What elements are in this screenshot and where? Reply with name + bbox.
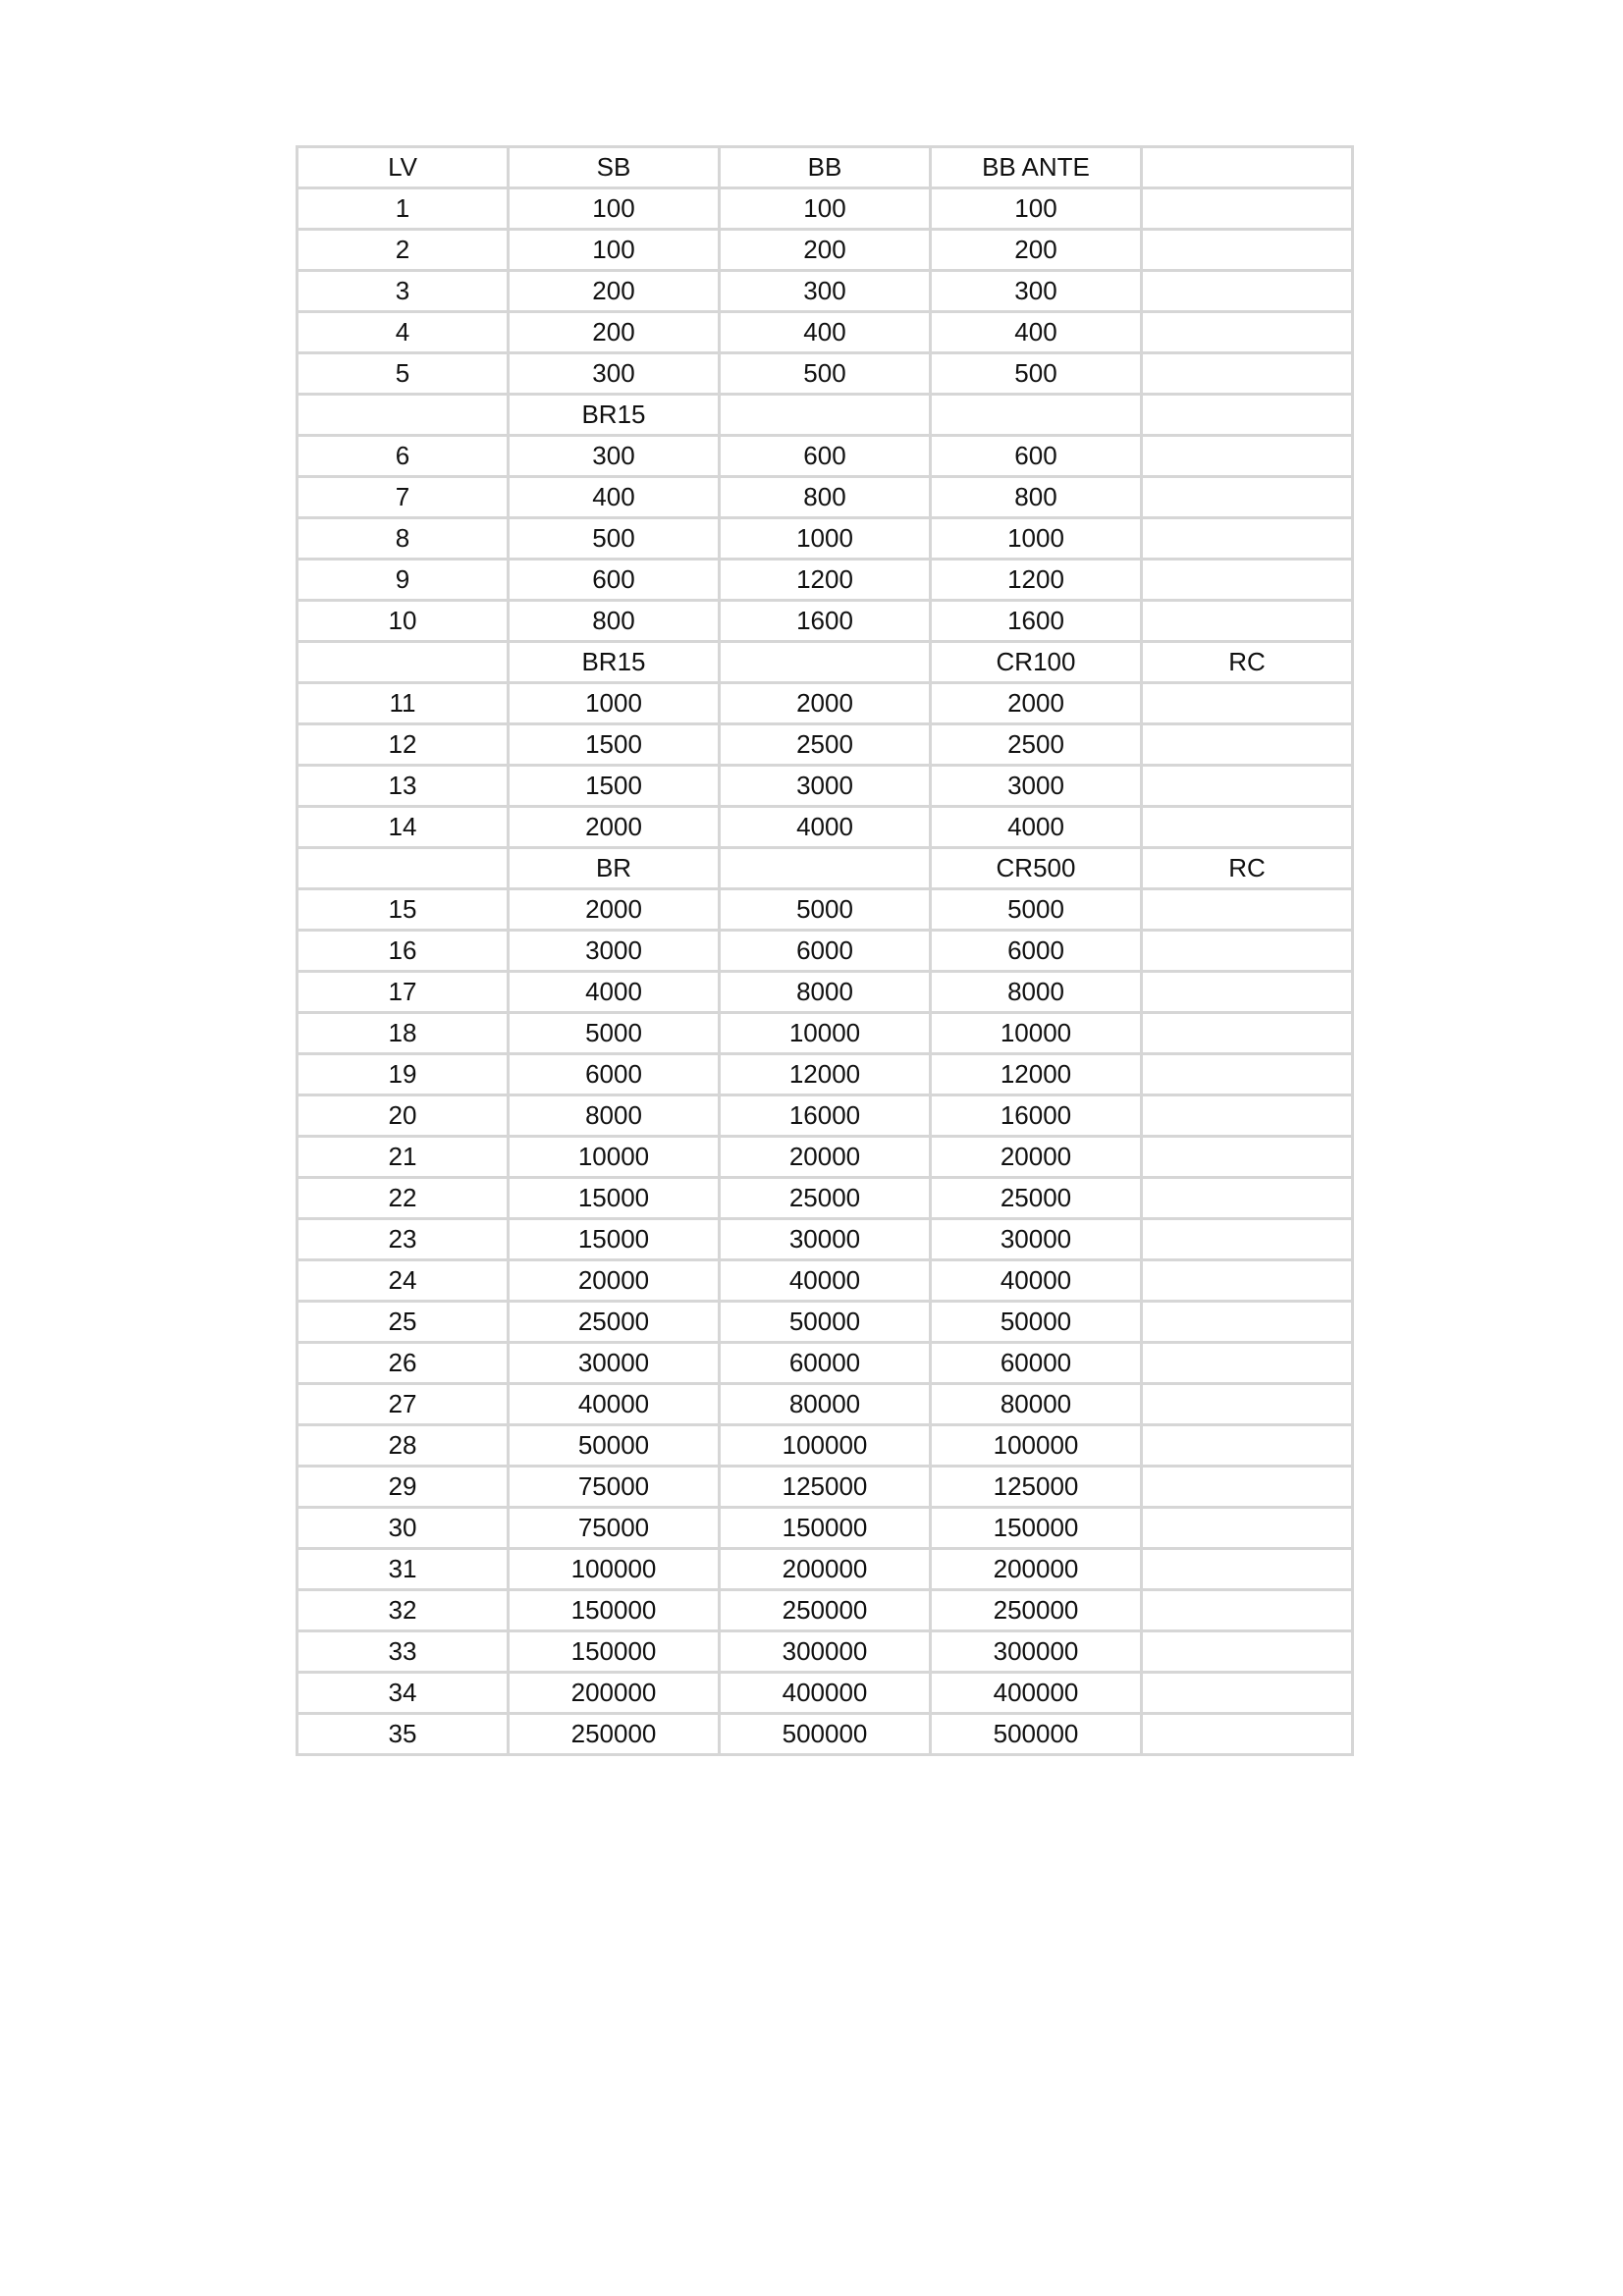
big-blind-ante-cell: 300000 — [931, 1631, 1142, 1673]
table-body — [298, 147, 1353, 1755]
small-blind-cell: 8000 — [509, 1095, 720, 1137]
big-blind-cell — [720, 395, 931, 436]
small-blind-cell: 75000 — [509, 1467, 720, 1508]
big-blind-cell: 60000 — [720, 1343, 931, 1384]
big-blind-cell: 8000 — [720, 972, 931, 1013]
notes-cell — [1142, 1714, 1353, 1755]
notes-cell — [1142, 395, 1353, 436]
level-cell: 11 — [298, 683, 509, 724]
big-blind-cell: 20000 — [720, 1137, 931, 1178]
small-blind-cell: 150000 — [509, 1590, 720, 1631]
big-blind-cell: 400 — [720, 312, 931, 353]
big-blind-ante-cell: 30000 — [931, 1219, 1142, 1260]
big-blind-ante-cell: 80000 — [931, 1384, 1142, 1425]
big-blind-ante-cell: 200 — [931, 230, 1142, 271]
big-blind-cell: 40000 — [720, 1260, 931, 1302]
table-row — [298, 1054, 1353, 1095]
big-blind-cell: 400000 — [720, 1673, 931, 1714]
level-cell: 6 — [298, 436, 509, 477]
big-blind-ante-cell: 2000 — [931, 683, 1142, 724]
big-blind-cell: 300000 — [720, 1631, 931, 1673]
notes-cell — [1142, 1137, 1353, 1178]
big-blind-ante-cell: 500 — [931, 353, 1142, 395]
table-row — [298, 271, 1353, 312]
big-blind-ante-cell: 5000 — [931, 889, 1142, 931]
table-row — [298, 1467, 1353, 1508]
notes-cell — [1142, 1095, 1353, 1137]
notes-cell — [1142, 560, 1353, 601]
big-blind-cell: 1200 — [720, 560, 931, 601]
level-cell — [298, 395, 509, 436]
table-row — [298, 1137, 1353, 1178]
level-cell: 3 — [298, 271, 509, 312]
table-row — [298, 1095, 1353, 1137]
big-blind-cell: 10000 — [720, 1013, 931, 1054]
big-blind-ante-cell: 25000 — [931, 1178, 1142, 1219]
table-row — [298, 230, 1353, 271]
notes-cell — [1142, 601, 1353, 642]
big-blind-ante-cell: 1000 — [931, 518, 1142, 560]
table-row — [298, 1178, 1353, 1219]
big-blind-ante-cell: 16000 — [931, 1095, 1142, 1137]
big-blind-cell: 1600 — [720, 601, 931, 642]
table-row — [298, 1508, 1353, 1549]
small-blind-cell: BR — [509, 848, 720, 889]
level-cell: 34 — [298, 1673, 509, 1714]
big-blind-cell: 1000 — [720, 518, 931, 560]
table-row — [298, 642, 1353, 683]
big-blind-cell: 600 — [720, 436, 931, 477]
column-header: SB — [509, 147, 720, 188]
big-blind-cell: 5000 — [720, 889, 931, 931]
big-blind-cell: 250000 — [720, 1590, 931, 1631]
notes-cell: RC — [1142, 642, 1353, 683]
level-cell: 14 — [298, 807, 509, 848]
big-blind-cell: 30000 — [720, 1219, 931, 1260]
table-row — [298, 889, 1353, 931]
notes-cell — [1142, 1590, 1353, 1631]
big-blind-ante-cell: 300 — [931, 271, 1142, 312]
notes-cell — [1142, 683, 1353, 724]
small-blind-cell: 4000 — [509, 972, 720, 1013]
small-blind-cell: 100000 — [509, 1549, 720, 1590]
table-row — [298, 518, 1353, 560]
level-cell: 21 — [298, 1137, 509, 1178]
notes-cell — [1142, 724, 1353, 766]
notes-cell — [1142, 1343, 1353, 1384]
big-blind-ante-cell — [931, 395, 1142, 436]
notes-cell — [1142, 972, 1353, 1013]
small-blind-cell: 500 — [509, 518, 720, 560]
small-blind-cell: 15000 — [509, 1178, 720, 1219]
level-cell: 23 — [298, 1219, 509, 1260]
small-blind-cell: 15000 — [509, 1219, 720, 1260]
table-row — [298, 1590, 1353, 1631]
big-blind-cell: 6000 — [720, 931, 931, 972]
big-blind-ante-cell: 4000 — [931, 807, 1142, 848]
small-blind-cell: 800 — [509, 601, 720, 642]
big-blind-cell: 150000 — [720, 1508, 931, 1549]
table-row — [298, 1260, 1353, 1302]
big-blind-cell: 25000 — [720, 1178, 931, 1219]
small-blind-cell: 2000 — [509, 889, 720, 931]
big-blind-ante-cell: 100000 — [931, 1425, 1142, 1467]
notes-cell — [1142, 1054, 1353, 1095]
big-blind-ante-cell: 1200 — [931, 560, 1142, 601]
big-blind-ante-cell: 500000 — [931, 1714, 1142, 1755]
notes-cell — [1142, 1549, 1353, 1590]
big-blind-ante-cell: 2500 — [931, 724, 1142, 766]
table-row — [298, 1425, 1353, 1467]
big-blind-cell — [720, 848, 931, 889]
big-blind-ante-cell: 250000 — [931, 1590, 1142, 1631]
small-blind-cell: 2000 — [509, 807, 720, 848]
notes-cell — [1142, 807, 1353, 848]
level-cell: 26 — [298, 1343, 509, 1384]
big-blind-ante-cell: 400000 — [931, 1673, 1142, 1714]
table-row — [298, 683, 1353, 724]
big-blind-ante-cell: 1600 — [931, 601, 1142, 642]
table-row — [298, 848, 1353, 889]
big-blind-ante-cell: 400 — [931, 312, 1142, 353]
column-header: BB — [720, 147, 931, 188]
table-row — [298, 1302, 1353, 1343]
level-cell: 17 — [298, 972, 509, 1013]
table-row — [298, 724, 1353, 766]
small-blind-cell: 200 — [509, 271, 720, 312]
big-blind-ante-cell: 200000 — [931, 1549, 1142, 1590]
level-cell: 18 — [298, 1013, 509, 1054]
big-blind-ante-cell: 150000 — [931, 1508, 1142, 1549]
big-blind-cell: 3000 — [720, 766, 931, 807]
level-cell: 29 — [298, 1467, 509, 1508]
level-cell: 25 — [298, 1302, 509, 1343]
table-row — [298, 931, 1353, 972]
big-blind-cell: 16000 — [720, 1095, 931, 1137]
level-cell: 20 — [298, 1095, 509, 1137]
small-blind-cell: 10000 — [509, 1137, 720, 1178]
notes-cell — [1142, 477, 1353, 518]
big-blind-cell: 500000 — [720, 1714, 931, 1755]
level-cell: 10 — [298, 601, 509, 642]
small-blind-cell: 200 — [509, 312, 720, 353]
table-row — [298, 766, 1353, 807]
level-cell: 4 — [298, 312, 509, 353]
table-row — [298, 601, 1353, 642]
level-cell: 30 — [298, 1508, 509, 1549]
big-blind-ante-cell: 125000 — [931, 1467, 1142, 1508]
table-row — [298, 1631, 1353, 1673]
big-blind-cell: 4000 — [720, 807, 931, 848]
small-blind-cell: 150000 — [509, 1631, 720, 1673]
notes-cell — [1142, 1302, 1353, 1343]
table-row — [298, 972, 1353, 1013]
big-blind-cell: 80000 — [720, 1384, 931, 1425]
notes-cell — [1142, 271, 1353, 312]
level-cell: 28 — [298, 1425, 509, 1467]
big-blind-cell: 200 — [720, 230, 931, 271]
table-row — [298, 1219, 1353, 1260]
big-blind-ante-cell: 10000 — [931, 1013, 1142, 1054]
small-blind-cell: 5000 — [509, 1013, 720, 1054]
column-header: LV — [298, 147, 509, 188]
big-blind-ante-cell: 40000 — [931, 1260, 1142, 1302]
notes-cell — [1142, 312, 1353, 353]
table-row — [298, 1343, 1353, 1384]
big-blind-ante-cell: 8000 — [931, 972, 1142, 1013]
table-row — [298, 436, 1353, 477]
small-blind-cell: 6000 — [509, 1054, 720, 1095]
level-cell: 7 — [298, 477, 509, 518]
notes-cell — [1142, 1178, 1353, 1219]
small-blind-cell: 40000 — [509, 1384, 720, 1425]
level-cell: 9 — [298, 560, 509, 601]
notes-cell — [1142, 1260, 1353, 1302]
small-blind-cell: 300 — [509, 436, 720, 477]
notes-cell: RC — [1142, 848, 1353, 889]
small-blind-cell: 3000 — [509, 931, 720, 972]
level-cell: 8 — [298, 518, 509, 560]
notes-cell — [1142, 1508, 1353, 1549]
level-cell: 5 — [298, 353, 509, 395]
big-blind-cell: 500 — [720, 353, 931, 395]
notes-cell — [1142, 889, 1353, 931]
column-header: BB ANTE — [931, 147, 1142, 188]
level-cell: 16 — [298, 931, 509, 972]
big-blind-ante-cell: 60000 — [931, 1343, 1142, 1384]
notes-cell — [1142, 1673, 1353, 1714]
big-blind-ante-cell: 20000 — [931, 1137, 1142, 1178]
level-cell: 2 — [298, 230, 509, 271]
level-cell: 35 — [298, 1714, 509, 1755]
table-row — [298, 477, 1353, 518]
level-cell: 24 — [298, 1260, 509, 1302]
small-blind-cell: 25000 — [509, 1302, 720, 1343]
table-row — [298, 1714, 1353, 1755]
level-cell: 19 — [298, 1054, 509, 1095]
table-row — [298, 560, 1353, 601]
table-row — [298, 1673, 1353, 1714]
big-blind-cell: 50000 — [720, 1302, 931, 1343]
level-cell: 31 — [298, 1549, 509, 1590]
notes-cell — [1142, 1013, 1353, 1054]
small-blind-cell: BR15 — [509, 395, 720, 436]
table-row — [298, 312, 1353, 353]
level-cell: 33 — [298, 1631, 509, 1673]
small-blind-cell: 30000 — [509, 1343, 720, 1384]
level-cell: 13 — [298, 766, 509, 807]
small-blind-cell: 200000 — [509, 1673, 720, 1714]
notes-cell — [1142, 436, 1353, 477]
notes-cell — [1142, 188, 1353, 230]
big-blind-ante-cell: 3000 — [931, 766, 1142, 807]
small-blind-cell: BR15 — [509, 642, 720, 683]
big-blind-ante-cell: 100 — [931, 188, 1142, 230]
big-blind-cell — [720, 642, 931, 683]
notes-cell — [1142, 1219, 1353, 1260]
small-blind-cell: 400 — [509, 477, 720, 518]
big-blind-cell: 12000 — [720, 1054, 931, 1095]
big-blind-ante-cell: CR100 — [931, 642, 1142, 683]
table-row — [298, 1013, 1353, 1054]
small-blind-cell: 75000 — [509, 1508, 720, 1549]
big-blind-cell: 2500 — [720, 724, 931, 766]
level-cell: 12 — [298, 724, 509, 766]
big-blind-cell: 125000 — [720, 1467, 931, 1508]
notes-cell — [1142, 353, 1353, 395]
column-header — [1142, 147, 1353, 188]
blind-levels-table — [296, 145, 1354, 1756]
small-blind-cell: 250000 — [509, 1714, 720, 1755]
small-blind-cell: 50000 — [509, 1425, 720, 1467]
table-row — [298, 395, 1353, 436]
big-blind-ante-cell: 50000 — [931, 1302, 1142, 1343]
level-cell: 32 — [298, 1590, 509, 1631]
notes-cell — [1142, 931, 1353, 972]
table-row — [298, 1384, 1353, 1425]
table-row — [298, 353, 1353, 395]
small-blind-cell: 1500 — [509, 724, 720, 766]
notes-cell — [1142, 766, 1353, 807]
small-blind-cell: 100 — [509, 188, 720, 230]
big-blind-cell: 100000 — [720, 1425, 931, 1467]
level-cell: 27 — [298, 1384, 509, 1425]
big-blind-ante-cell: CR500 — [931, 848, 1142, 889]
notes-cell — [1142, 1425, 1353, 1467]
notes-cell — [1142, 230, 1353, 271]
notes-cell — [1142, 518, 1353, 560]
small-blind-cell: 1000 — [509, 683, 720, 724]
small-blind-cell: 600 — [509, 560, 720, 601]
notes-cell — [1142, 1467, 1353, 1508]
big-blind-ante-cell: 6000 — [931, 931, 1142, 972]
big-blind-ante-cell: 600 — [931, 436, 1142, 477]
big-blind-cell: 100 — [720, 188, 931, 230]
small-blind-cell: 100 — [509, 230, 720, 271]
level-cell — [298, 642, 509, 683]
level-cell — [298, 848, 509, 889]
header-row — [298, 147, 1353, 188]
small-blind-cell: 300 — [509, 353, 720, 395]
table-row — [298, 1549, 1353, 1590]
table-row — [298, 188, 1353, 230]
level-cell: 1 — [298, 188, 509, 230]
big-blind-cell: 300 — [720, 271, 931, 312]
notes-cell — [1142, 1384, 1353, 1425]
big-blind-cell: 200000 — [720, 1549, 931, 1590]
table-row — [298, 807, 1353, 848]
big-blind-cell: 800 — [720, 477, 931, 518]
big-blind-ante-cell: 12000 — [931, 1054, 1142, 1095]
small-blind-cell: 1500 — [509, 766, 720, 807]
big-blind-ante-cell: 800 — [931, 477, 1142, 518]
notes-cell — [1142, 1631, 1353, 1673]
level-cell: 22 — [298, 1178, 509, 1219]
level-cell: 15 — [298, 889, 509, 931]
big-blind-cell: 2000 — [720, 683, 931, 724]
small-blind-cell: 20000 — [509, 1260, 720, 1302]
